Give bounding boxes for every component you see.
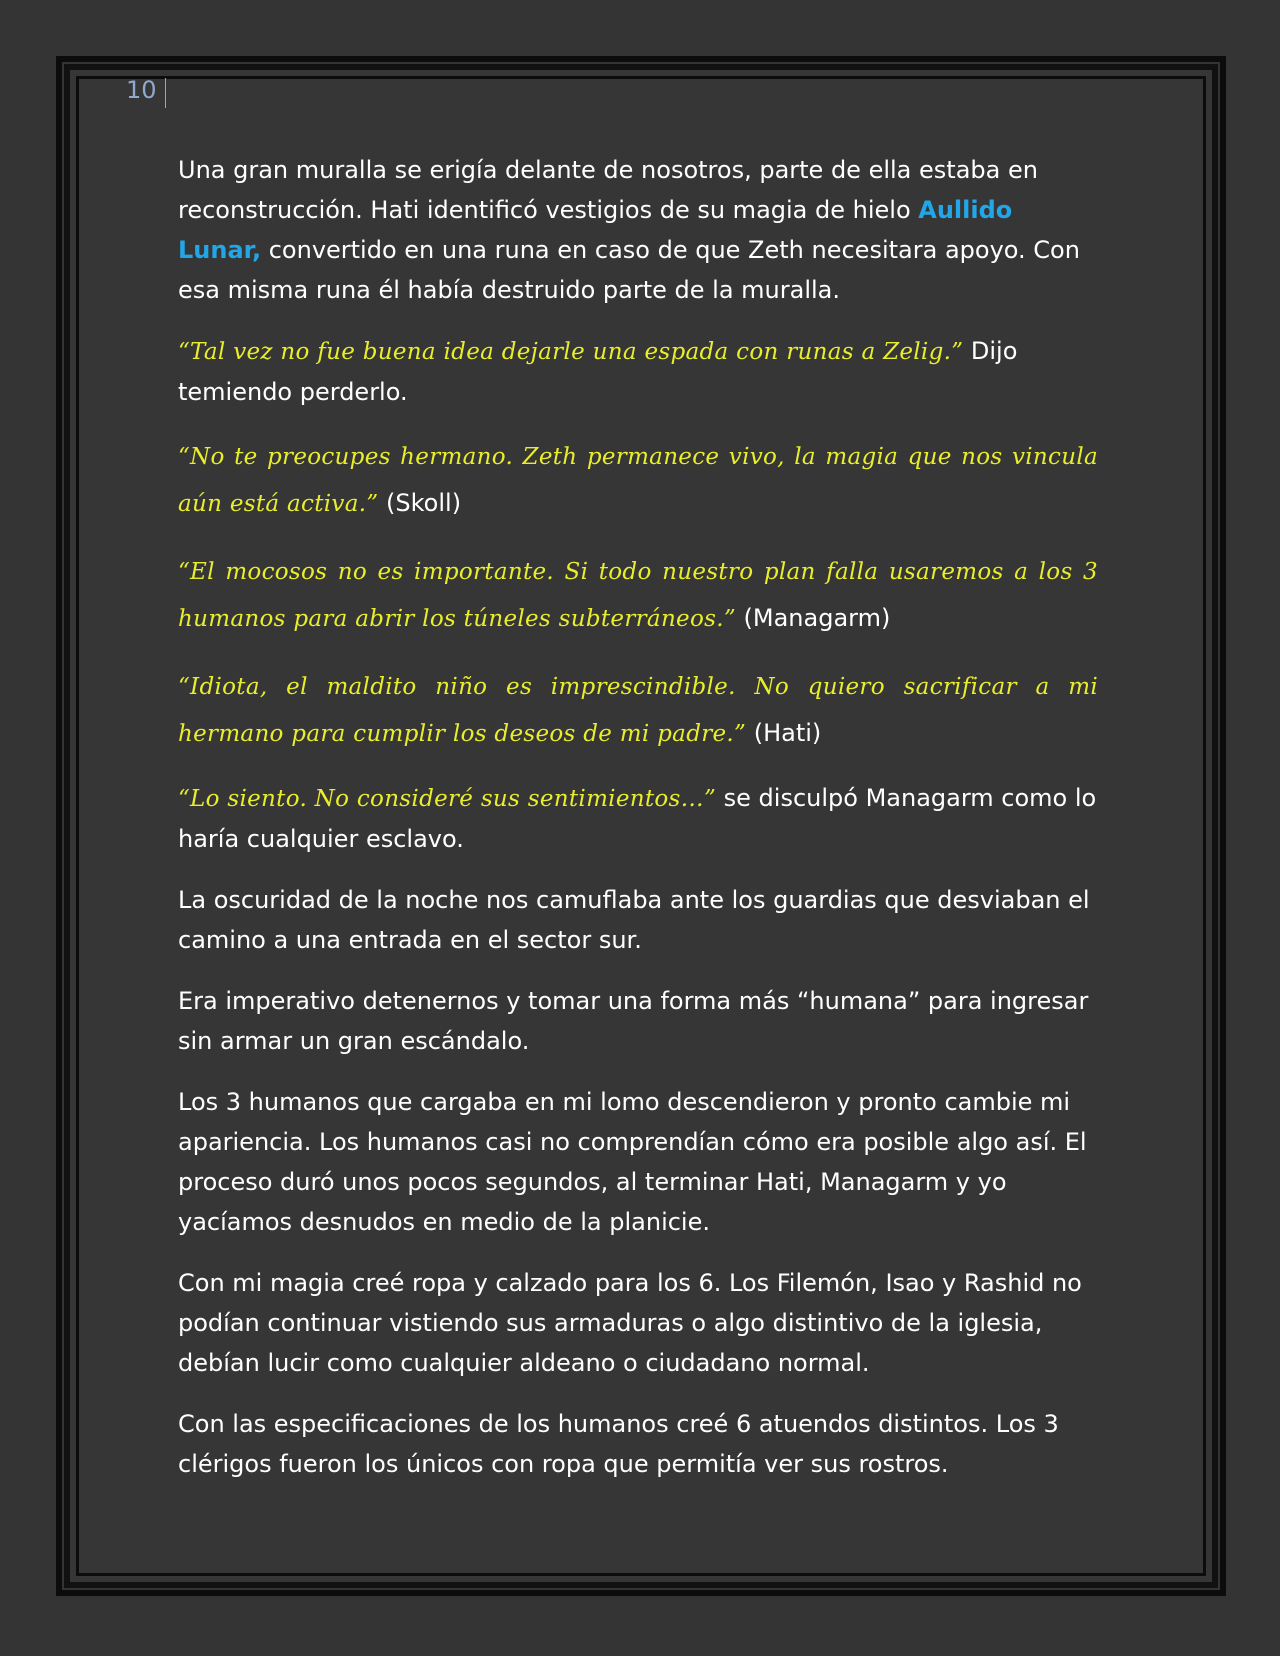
dialog-quote: “Lo siento. No consideré sus sentimientos…” — [178, 786, 717, 812]
paragraph-text: Una gran muralla se erigía delante de nosotros, parte de ella estaba en reconstrucción. Hati identificó vestigios de su magia de hielo — [178, 156, 1038, 224]
dialog-paragraph — [178, 663, 1098, 757]
paragraph: Era imperativo detenernos y tomar una forma más “humana” para ingresar sin armar un gran escándalo. — [178, 987, 1089, 1055]
dialog-quote: “No te preocupes hermano. Zeth permanece vivo, la magia que nos vincula aún está activa.” — [178, 444, 1098, 517]
paragraph-text: convertido en una runa en caso de que Zeth necesitara apoyo. Con esa misma runa él había destruido parte de la muralla. — [178, 236, 1080, 304]
paragraph: Los 3 humanos que cargaba en mi lomo descendieron y pronto cambie mi apariencia. Los humanos casi no comprendían cómo era posible algo así. El proceso duró unos pocos segundos, al terminar Hati, Managarm y yo yacíamos desnudos en medio de la planicie. — [178, 1088, 1087, 1236]
dialog-tag: (Managarm) — [735, 604, 891, 632]
dialog-tag: Dijo temiendo perderlo. — [178, 337, 1018, 406]
page-number-divider — [165, 78, 166, 108]
magic-name: Aullido Lunar, — [178, 196, 1013, 264]
dialog-quote: “Tal vez no fue buena idea dejarle una espada con runas a Zelig.” — [178, 339, 964, 365]
dialog-paragraph — [178, 548, 1098, 642]
dialog-quote: “Idiota, el maldito niño es imprescindible. No quiero sacrificar a mi hermano para cumplir los deseos de mi padre.” — [178, 674, 1098, 747]
dialog-tag: (Hati) — [746, 719, 822, 747]
paragraph — [178, 150, 1098, 310]
dialog-quote: “El mocosos no es importante. Si todo nuestro plan falla usaremos a los 3 humanos para abrir los túneles subterráneos.” — [178, 559, 1098, 632]
dialog-tag: se disculpó Managarm como lo haría cualquier esclavo. — [178, 784, 1097, 853]
dialog-paragraph — [178, 778, 1098, 859]
paragraph: Con las especificaciones de los humanos creé 6 atuendos distintos. Los 3 clérigos fueron los únicos con ropa que permitía ver sus rostros. — [178, 1410, 1059, 1478]
paragraph: La oscuridad de la noche nos camuflaba ante los guardias que desviaban el camino a una entrada en el sector sur. — [178, 886, 1090, 954]
dialog-tag: (Skoll) — [378, 489, 462, 517]
dialog-paragraph — [178, 331, 1098, 412]
page-number: 10 — [126, 76, 157, 104]
page-body — [178, 150, 1098, 1505]
dialog-paragraph — [178, 433, 1098, 527]
paragraph: Con mi magia creé ropa y calzado para los 6. Los Filemón, Isao y Rashid no podían continuar vistiendo sus armaduras o algo distintivo de la iglesia, debían lucir como cualquier aldeano o ciudadano normal. — [178, 1269, 1082, 1377]
